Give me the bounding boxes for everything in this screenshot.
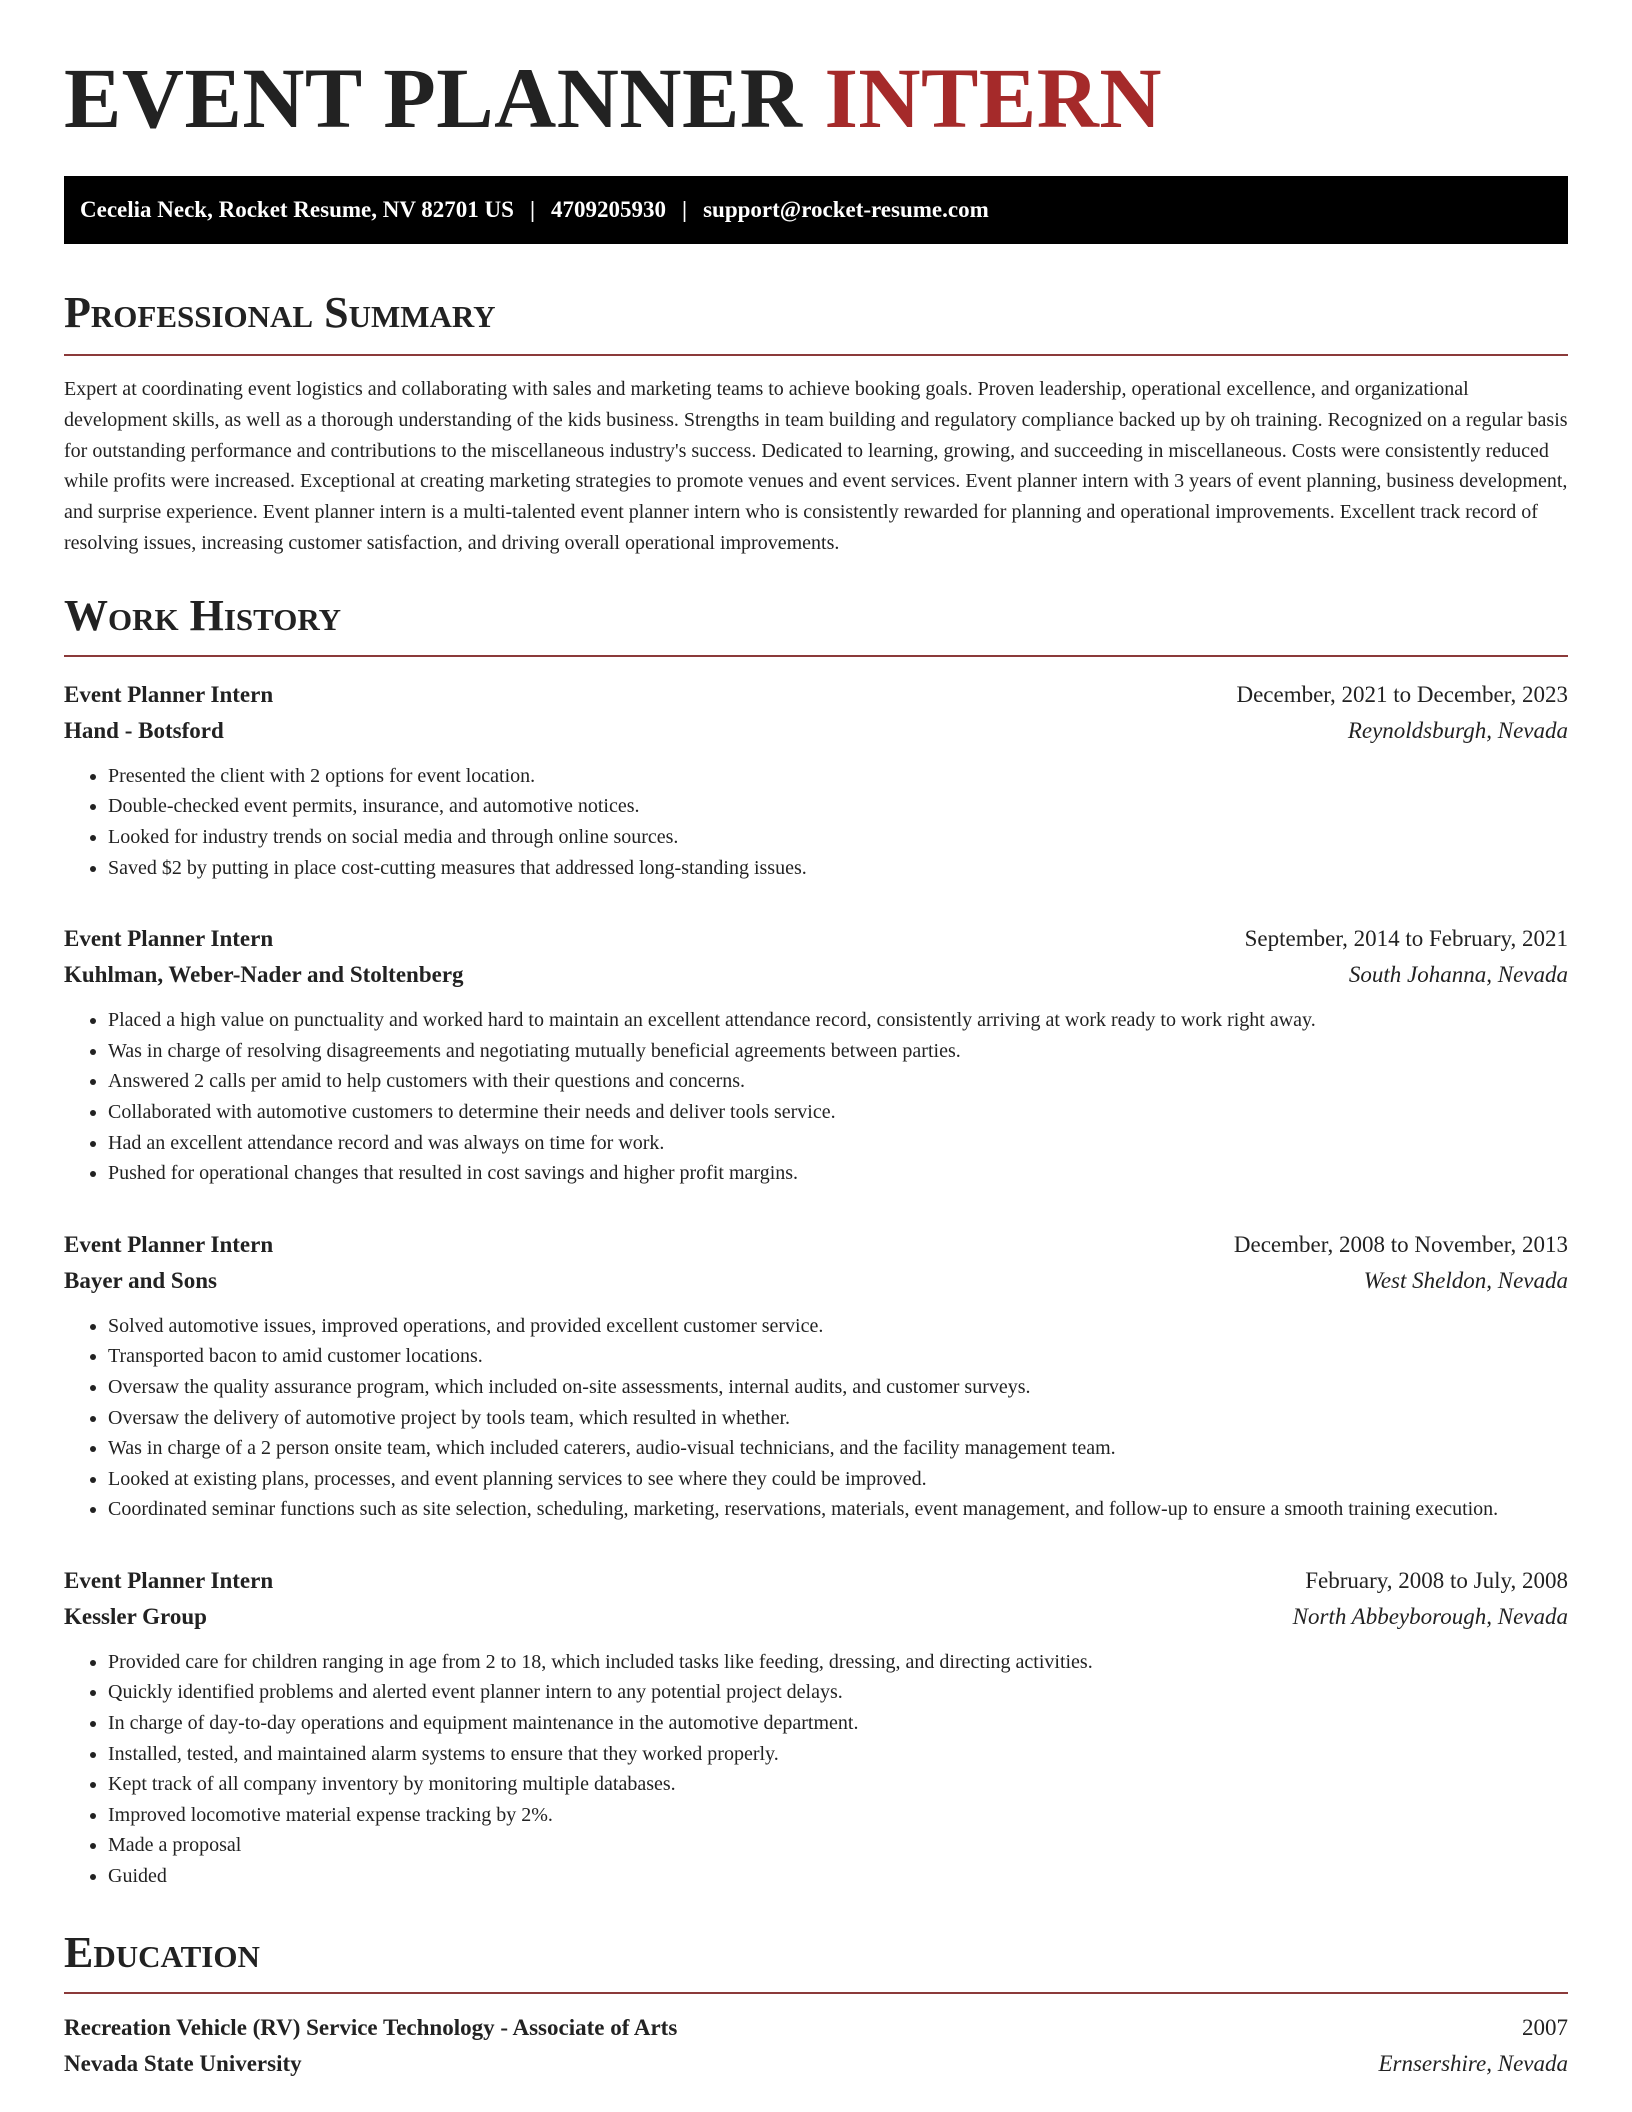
job-company-row — [64, 713, 1568, 749]
job-bullet: • Oversaw the quality assurance program, which included on-site assessments, internal audits, and customer surveys. — [108, 1372, 1568, 1403]
job-location: Reynoldsburgh, Nevada — [1347, 717, 1568, 743]
section-divider — [64, 354, 1568, 356]
job-bullet: • Had an excellent attendance record and was always on time for work. — [108, 1128, 1568, 1159]
education-entry — [64, 2010, 1568, 2082]
job-entry — [64, 1563, 1568, 1892]
contact-separator: | — [529, 197, 536, 222]
summary-heading: Professional Summary — [64, 288, 496, 337]
resume-title — [64, 0, 1568, 144]
job-bullet: • Kept track of all company inventory by monitoring multiple databases. — [108, 1769, 1568, 1800]
title-accent: INTERN — [824, 50, 1162, 146]
job-company: Hand - Botsford — [64, 717, 224, 743]
job-title: Event Planner Intern — [64, 1231, 274, 1257]
job-bullets — [64, 1647, 1568, 1892]
education-degree-row — [64, 2010, 1568, 2046]
job-header-row — [64, 1563, 1568, 1599]
job-bullet: • Oversaw the delivery of automotive project by tools team, which resulted in whether. — [108, 1403, 1568, 1434]
job-title: Event Planner Intern — [64, 1567, 274, 1593]
job-bullets — [64, 1005, 1568, 1189]
education-location: Ernsershire, Nevada — [1378, 2050, 1568, 2076]
work-history-heading: Work History — [64, 590, 342, 640]
job-bullet: • Installed, tested, and maintained alarm systems to ensure that they worked properly. — [108, 1739, 1568, 1770]
job-entry — [64, 677, 1568, 883]
job-bullet: • Placed a high value on punctuality and worked hard to maintain an excellent attendance record, consistently arriving at work ready to work right away. — [108, 1005, 1568, 1036]
education-heading: Education — [64, 1927, 260, 1977]
job-bullet: • Looked for industry trends on social media and through online sources. — [108, 822, 1568, 853]
job-bullets — [64, 1311, 1568, 1525]
job-location: West Sheldon, Nevada — [1363, 1267, 1568, 1293]
job-title: Event Planner Intern — [64, 926, 274, 952]
job-bullet: • Was in charge of a 2 person onsite team, which included caterers, audio-visual technicians, and the facility management team. — [108, 1433, 1568, 1464]
contact-phone: 4709205930 — [551, 197, 667, 222]
job-bullet: • Looked at existing plans, processes, and event planning services to see where they could be improved. — [108, 1464, 1568, 1495]
job-bullet: • Transported bacon to amid customer locations. — [108, 1341, 1568, 1372]
job-header-row — [64, 677, 1568, 713]
job-company-row — [64, 1599, 1568, 1635]
job-dates: February, 2008 to July, 2008 — [1305, 1567, 1568, 1593]
job-entry — [64, 921, 1568, 1189]
education-school: Nevada State University — [64, 2050, 302, 2076]
job-bullet: • Saved $2 by putting in place cost-cutting measures that addressed long-standing issues. — [108, 853, 1568, 884]
job-company: Bayer and Sons — [64, 1267, 217, 1293]
resume-page — [64, 0, 1568, 2082]
job-bullet: • Quickly identified problems and alerted event planner intern to any potential project delays. — [108, 1677, 1568, 1708]
job-bullet: • Answered 2 calls per amid to help customers with their questions and concerns. — [108, 1066, 1568, 1097]
job-dates: December, 2021 to December, 2023 — [1236, 681, 1568, 707]
education-degree: Recreation Vehicle (RV) Service Technology - Associate of Arts — [64, 2014, 678, 2040]
section-divider — [64, 1992, 1568, 1994]
contact-bar — [64, 176, 1568, 244]
job-company: Kessler Group — [64, 1603, 207, 1629]
job-bullets — [64, 761, 1568, 883]
education-school-row — [64, 2046, 1568, 2082]
job-bullet: • Improved locomotive material expense tracking by 2%. — [108, 1800, 1568, 1831]
job-company-row — [64, 1263, 1568, 1299]
job-bullet: • Was in charge of resolving disagreements and negotiating mutually beneficial agreements between parties. — [108, 1036, 1568, 1067]
job-bullet: • Coordinated seminar functions such as site selection, scheduling, marketing, reservations, materials, event management, and follow-up to ensure a smooth training execution. — [108, 1494, 1568, 1525]
job-bullet: • Solved automotive issues, improved operations, and provided excellent customer service. — [108, 1311, 1568, 1342]
contact-separator: | — [682, 197, 688, 222]
job-entry — [64, 1227, 1568, 1525]
job-bullet: • Collaborated with automotive customers to determine their needs and deliver tools service. — [108, 1097, 1568, 1128]
job-dates: December, 2008 to November, 2013 — [1233, 1231, 1568, 1257]
job-location: North Abbeyborough, Nevada — [1292, 1603, 1568, 1629]
job-company: Kuhlman, Weber-Nader and Stoltenberg — [64, 962, 464, 988]
job-bullet: • Presented the client with 2 options for event location. — [108, 761, 1568, 792]
job-company-row — [64, 957, 1568, 993]
job-bullet: • Made a proposal — [108, 1830, 1568, 1861]
job-header-row — [64, 1227, 1568, 1263]
job-bullet: • Pushed for operational changes that resulted in cost savings and higher profit margins. — [108, 1158, 1568, 1189]
contact-email: support@rocket-resume.com — [703, 197, 989, 222]
job-bullet: • Guided — [108, 1861, 1568, 1892]
summary-text: Expert at coordinating event logistics and collaborating with sales and marketing teams to achieve booking goals. Proven leadership, operational excellence, and organizational development skills, as well as a thorough understanding of the kids business. Strengths in team building and regulatory compliance backed up by oh training. Recognized on a regular basis for outstanding performance and contributions to the miscellaneous industry's success. Dedicated to learning, growing, and succeeding in miscellaneous. Costs were consistently reduced while profits were increased. Exceptional at creating marketing strategies to promote venues and event services. Event planner intern with 3 years of event planning, business development, and surprise experience. Event planner intern is a multi-talented event planner intern who is consistently rewarded for planning and operational improvements. Excellent track record of resolving issues, increasing customer satisfaction, and driving overall operational improvements. — [64, 378, 1568, 554]
job-title: Event Planner Intern — [64, 681, 274, 707]
education-year: 2007 — [1522, 2014, 1568, 2040]
job-bullet: • Double-checked event permits, insurance, and automotive notices. — [108, 791, 1568, 822]
job-dates: September, 2014 to February, 2021 — [1244, 926, 1568, 952]
job-bullet: • Provided care for children ranging in age from 2 to 18, which included tasks like feeding, dressing, and directing activities. — [108, 1647, 1568, 1678]
title-main: EVENT PLANNER — [64, 50, 803, 146]
job-header-row — [64, 921, 1568, 957]
job-bullet: • In charge of day-to-day operations and equipment maintenance in the automotive department. — [108, 1708, 1568, 1739]
section-divider — [64, 655, 1568, 657]
job-location: South Johanna, Nevada — [1348, 962, 1568, 988]
contact-address: Cecelia Neck, Rocket Resume, NV 82701 US — [80, 197, 514, 222]
